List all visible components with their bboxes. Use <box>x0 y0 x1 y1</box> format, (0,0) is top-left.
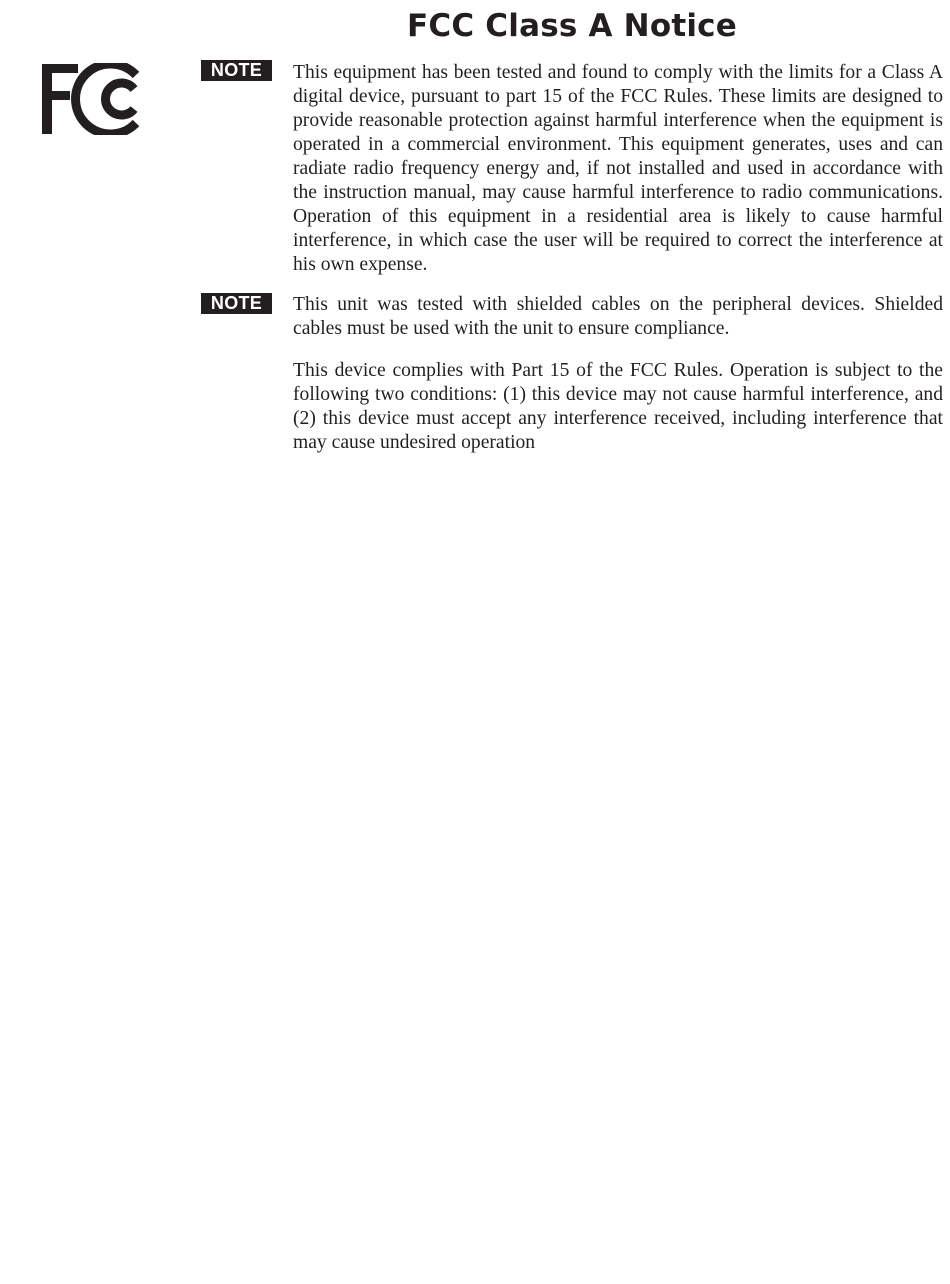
fcc-logo-icon <box>42 63 140 135</box>
compliance-statement: This device complies with Part 15 of the FCC Rules. Operation is subject to the following two conditions: (1) this device may not cause harmful interference, and (2) this device must accept any interference received, including interference that may cause undesired operation <box>293 360 943 453</box>
note-paragraph-class-a-limits: This equipment has been tested and found to comply with the limits for a Class A digital device, pursuant to part 15 of the FCC Rules. These limits are designed to provide reasonable protection against harmful interference when the equipment is operated in a commercial environment. This equipment generates, uses and can radiate radio frequency energy and, if not installed and used in accordance with the instruction manual, may cause harmful interference to radio communications. Operation of this equipment in a residential area is likely to cause harmful interference, in which case the user will be required to correct the interference at his own expense. <box>293 62 943 275</box>
note-paragraph-shielded-cables: This unit was tested with shielded cables on the peripheral devices. Shielded cables must be used with the unit to ensure compliance. <box>293 294 943 339</box>
note-badge: NOTE <box>201 293 272 314</box>
note-badge: NOTE <box>201 60 272 81</box>
page-title: FCC Class A Notice <box>407 8 737 44</box>
